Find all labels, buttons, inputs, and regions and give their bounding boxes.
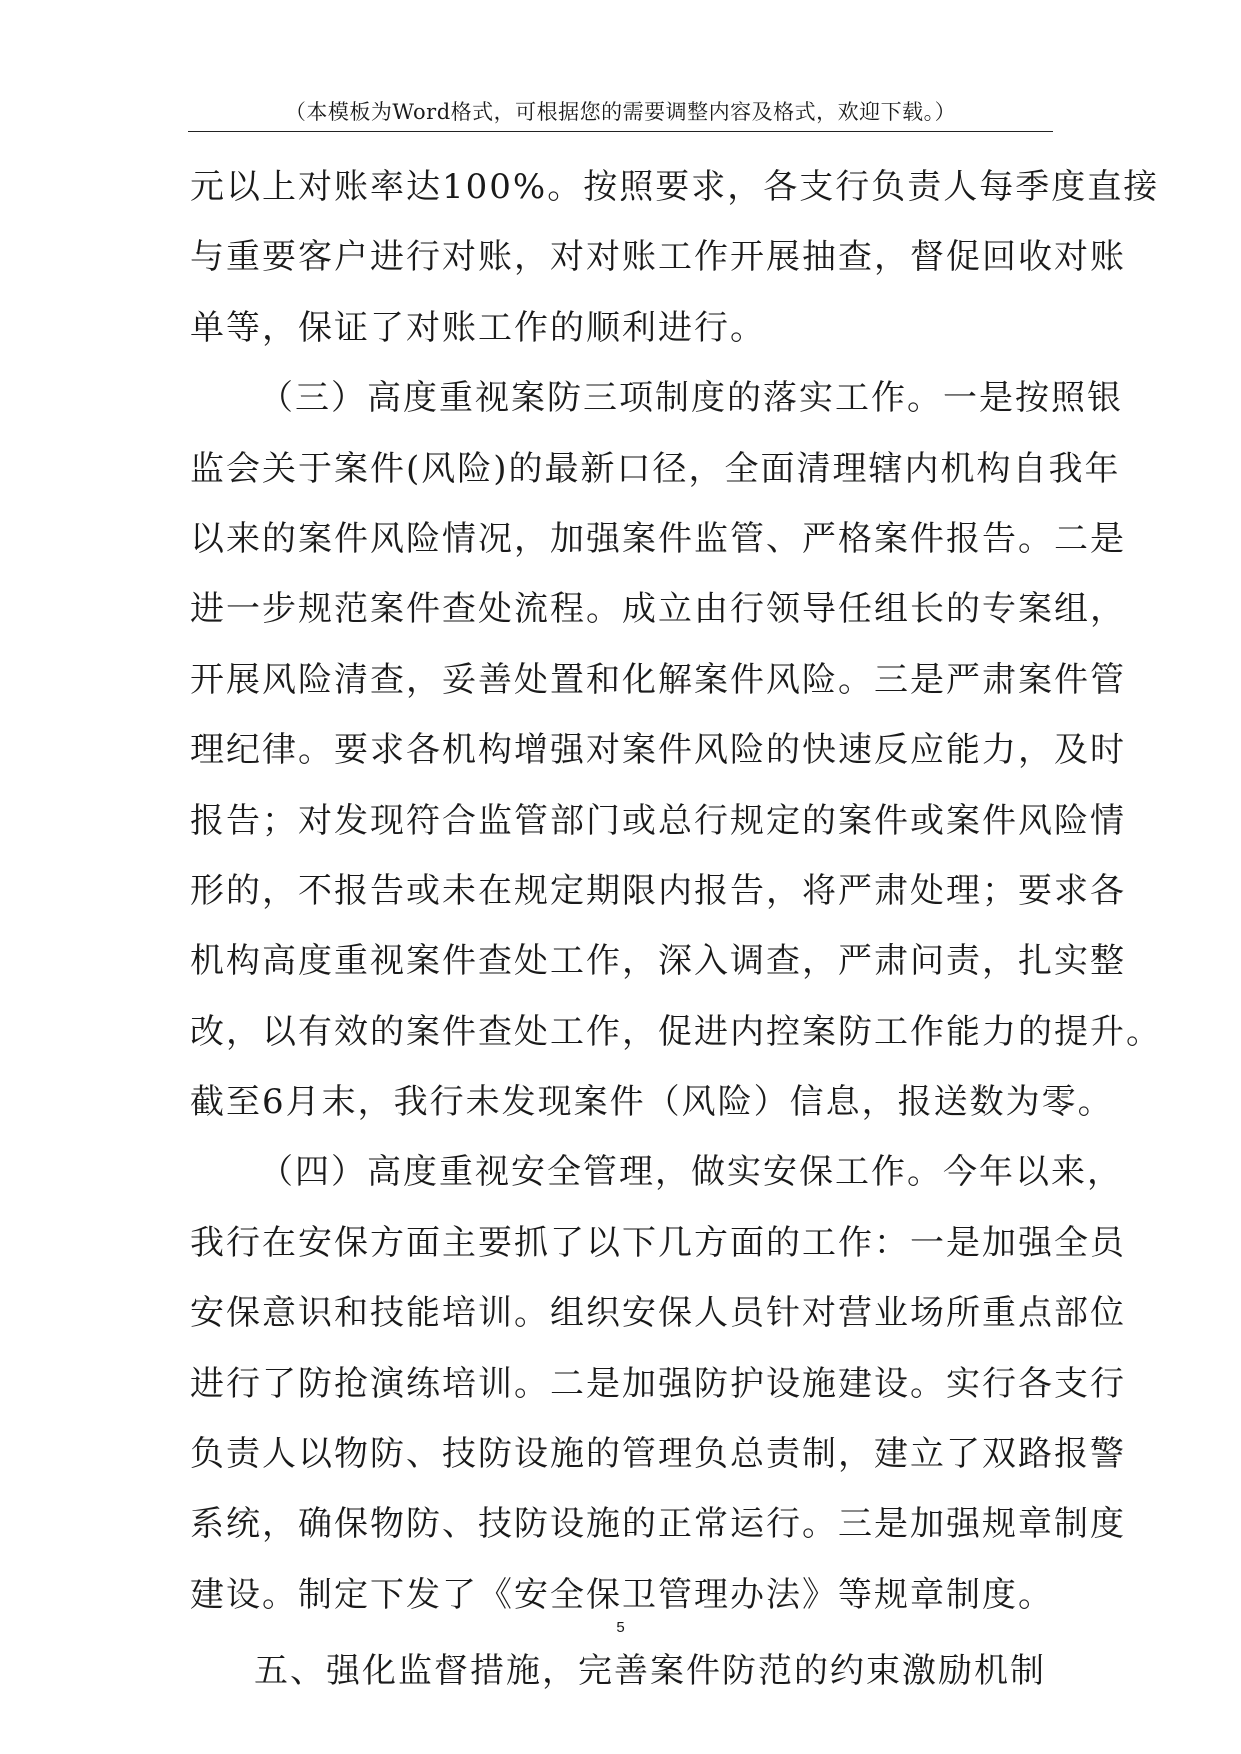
body-text [190,157,1162,1712]
paragraph-line: 开展风险清查，妥善处置和化解案件风险。三是严肃案件管 [190,659,1126,700]
paragraph-line: 形的，不报告或未在规定期限内报告，将严肃处理；要求各 [190,870,1126,911]
paragraph-line: 报告；对发现符合监管部门或总行规定的案件或案件风险情 [190,800,1126,841]
paragraph-line: 建设。制定下发了《安全保卫管理办法》等规章制度。 [190,1574,1054,1615]
paragraph-line: 元以上对账率达100%。按照要求，各支行负责人每季度直接 [190,167,1160,207]
paragraph-line: 与重要客户进行对账，对对账工作开展抽查，督促回收对账 [190,237,1126,278]
paragraph-line: 理纪律。要求各机构增强对案件风险的快速反应能力，及时 [190,730,1126,771]
section-three-first-line: （三）高度重视案防三项制度的落实工作。一是按照银 [259,378,1123,419]
paragraph-line: 改，以有效的案件查处工作，促进内控案防工作能力的提升。 [190,1011,1162,1052]
paragraph-line: 负责人以物防、技防设施的管理负总责制，建立了双路报警 [190,1434,1126,1475]
paragraph-line: 机构高度重视案件查处工作，深入调查，严肃问责，扎实整 [190,941,1126,982]
page-number: 5 [616,1619,625,1636]
paragraph-line: 我行在安保方面主要抓了以下几方面的工作：一是加强全员 [190,1222,1126,1263]
header-divider [188,131,1053,132]
paragraph-line: 单等，保证了对账工作的顺利进行。 [190,307,766,348]
paragraph-line: 进行了防抢演练培训。二是加强防护设施建设。实行各支行 [190,1363,1126,1404]
paragraph-line: 监会关于案件(风险)的最新口径，全面清理辖内机构自我年 [190,448,1121,489]
template-header-note: （本模板为Word格式，可根据您的需要调整内容及格式，欢迎下载。） [284,100,957,124]
section-five-heading: 五、强化监督措施，完善案件防范的约束激励机制 [254,1651,1046,1692]
paragraph-line: 系统，确保物防、技防设施的正常运行。三是加强规章制度 [190,1504,1126,1545]
paragraph-line: 截至6月末，我行未发现案件（风险）信息，报送数为零。 [190,1082,1114,1123]
paragraph-line: 安保意识和技能培训。组织安保人员针对营业场所重点部位 [190,1293,1126,1334]
paragraph-line: 以来的案件风险情况，加强案件监管、严格案件报告。二是 [190,518,1126,559]
section-four-first-line: （四）高度重视安全管理，做实安保工作。今年以来， [259,1152,1123,1193]
paragraph-line: 进一步规范案件查处流程。成立由行领导任组长的专案组， [190,589,1126,630]
